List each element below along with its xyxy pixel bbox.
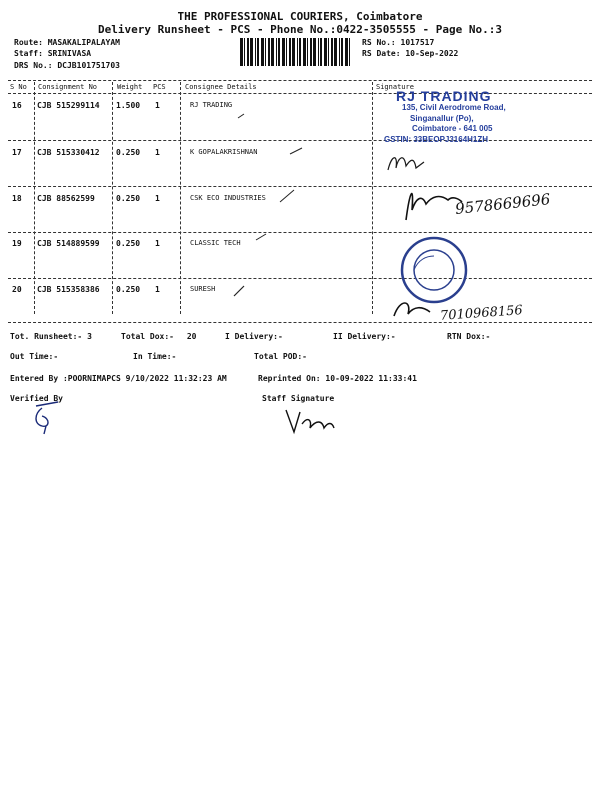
row-pcs: 1 — [155, 285, 160, 294]
handwritten-phone-2: 7010968156 — [439, 303, 524, 324]
row-sno: 17 — [12, 148, 22, 157]
staff-signature-label: Staff Signature — [262, 394, 335, 403]
staff-signature-mark — [282, 402, 342, 438]
route-line — [14, 38, 120, 47]
row-weight: 0.250 — [116, 148, 141, 157]
stamp-rj-name: RJ TRADING — [396, 88, 492, 104]
row-consignee: RJ TRADING — [190, 101, 233, 109]
col-header-consignee: Consignee Details — [185, 83, 257, 91]
staff-line — [14, 49, 91, 58]
signature-row17 — [384, 148, 444, 180]
total-pod-label: Total POD:- — [254, 352, 307, 361]
tick-mark — [238, 114, 244, 118]
tick-mark — [256, 234, 266, 240]
entered-by: Entered By :POORNIMAPCS 9/10/2022 11:32:23 AM — [10, 374, 227, 383]
in-time-label: In Time:- — [133, 352, 177, 361]
stamp-rj-line2: Singanallur (Po), — [410, 114, 474, 123]
tick-mark — [290, 148, 302, 154]
row-weight: 0.250 — [116, 194, 141, 203]
col-header-sno: S No — [10, 83, 27, 91]
col-header-weight: Weight — [117, 83, 143, 91]
col-divider — [180, 82, 181, 314]
row-weight: 0.250 — [116, 285, 141, 294]
row-sno: 18 — [12, 194, 22, 203]
stamp-rj-line4: GSTIN: 33BEOPJ3164H1ZH — [384, 135, 489, 144]
total-dox-value: 20 — [186, 332, 197, 341]
verified-by-signature — [28, 400, 68, 436]
runsheet-title: Delivery Runsheet - PCS - Phone No.:0422-3505555 - Page No.:3 — [98, 23, 502, 36]
staff-value: SRINIVASA — [47, 49, 92, 58]
stamp-rj-line1: 135, Civil Aerodrome Road, — [402, 103, 506, 112]
rs-date-label: RS Date: — [362, 49, 401, 58]
row-consignee: CLASSIC TECH — [190, 239, 241, 247]
rs-no-value: 1017517 — [400, 38, 435, 47]
tot-runsheet — [10, 332, 92, 341]
rs-no-label: RS No.: — [362, 38, 396, 47]
col-divider — [34, 82, 35, 314]
row-consignee: SURESH — [190, 285, 216, 293]
verified-by-label: Verified By — [10, 394, 63, 403]
handwritten-phone-1: 9578669696 — [454, 190, 552, 218]
row-consignment: CJB 515330412 — [37, 148, 100, 157]
row-consignee: CSK ECO INDUSTRIES — [190, 194, 266, 202]
drs-label: DRS No.: — [14, 61, 53, 70]
row-pcs: 1 — [155, 194, 160, 203]
row-consignment: CJB 514889599 — [37, 239, 100, 248]
table-bottom-rule — [8, 322, 592, 323]
rtn-dox-label: RTN Dox:- — [447, 332, 491, 341]
total-dox — [121, 332, 196, 341]
col-header-signature: Signature — [376, 83, 414, 91]
col-divider — [112, 82, 113, 314]
col-header-consignment: Consignment No — [38, 83, 98, 91]
company-title: THE PROFESSIONAL COURIERS, Coimbatore — [177, 10, 423, 23]
rs-date-value: 10-Sep-2022 — [405, 49, 459, 58]
row-pcs: 1 — [155, 101, 160, 110]
drs-line — [14, 61, 120, 70]
table-header-rule — [8, 93, 592, 94]
row-sno: 20 — [12, 285, 22, 294]
signature-row20 — [390, 292, 440, 324]
staff-label: Staff: — [14, 49, 43, 58]
rs-no-line — [362, 38, 434, 47]
barcode — [240, 38, 352, 66]
tot-runsheet-label: Tot. Runsheet:- — [10, 332, 83, 341]
ii-delivery-label: II Delivery:- — [333, 332, 396, 341]
row-consignment: CJB 88562599 — [37, 194, 95, 203]
reprinted-on: Reprinted On: 10-09-2022 11:33:41 — [258, 374, 417, 383]
row-pcs: 1 — [155, 239, 160, 248]
table-top-rule — [8, 80, 592, 81]
tick-marks — [230, 110, 340, 310]
col-divider — [372, 82, 373, 314]
row-sno: 16 — [12, 101, 22, 110]
row-sno: 19 — [12, 239, 22, 248]
row-consignment: CJB 515299114 — [37, 101, 100, 110]
route-value: MASAKALIPALAYAM — [47, 38, 120, 47]
tick-mark — [234, 286, 244, 296]
row-consignment: CJB 515358386 — [37, 285, 100, 294]
row-consignee: K GOPALAKRISHNAN — [190, 148, 258, 156]
total-dox-label: Total Dox:- — [121, 332, 174, 341]
row-weight: 0.250 — [116, 239, 141, 248]
col-header-pcs: PCS — [153, 83, 166, 91]
drs-value: DCJB101751703 — [57, 61, 120, 70]
stamp-rj-line3: Coimbatore - 641 005 — [412, 124, 493, 133]
route-label: Route: — [14, 38, 43, 47]
rs-date-line — [362, 49, 458, 58]
out-time-label: Out Time:- — [10, 352, 59, 361]
row-weight: 1.500 — [116, 101, 141, 110]
row-pcs: 1 — [155, 148, 160, 157]
tot-runsheet-value: 3 — [87, 332, 92, 341]
tick-mark — [280, 190, 294, 202]
i-delivery-label: I Delivery:- — [225, 332, 283, 341]
